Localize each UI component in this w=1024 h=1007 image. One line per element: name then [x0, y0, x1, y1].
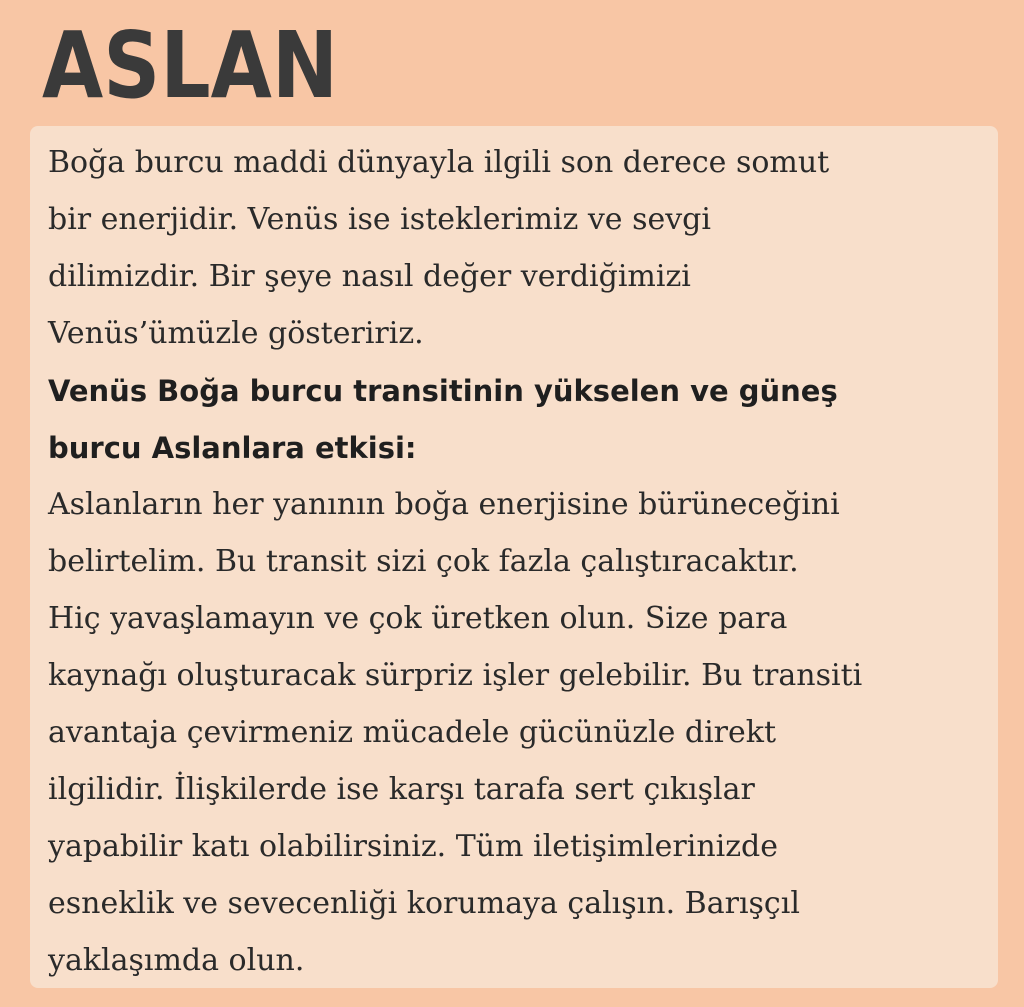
paragraph-line: Venüs’ümüzle gösteririz.: [48, 316, 424, 351]
paragraph-line: belirtelim. Bu transit sizi çok fazla çalıştıracaktır.: [48, 544, 799, 579]
paragraph-line: Hiç yavaşlamayın ve çok üretken olun. Size para: [48, 601, 788, 636]
paragraph-line: dilimizdir. Bir şeye nasıl değer verdiğimizi: [48, 259, 691, 294]
paragraph-line: avantaja çevirmeniz mücadele gücünüzle direkt: [48, 715, 777, 750]
paragraph-line: yaklaşımda olun.: [48, 943, 305, 978]
paragraph-line: yapabilir katı olabilirsiniz. Tüm iletişimlerinizde: [48, 829, 779, 864]
section-heading-line: Venüs Boğa burcu transitinin yükselen ve güneş: [48, 374, 838, 408]
paragraph-line: esneklik ve sevecenliği korumaya çalışın. Barışçıl: [48, 886, 800, 921]
paragraph-line: Aslanların her yanının boğa enerjisine bürüneceğini: [48, 487, 840, 522]
paragraph-line: Boğa burcu maddi dünyayla ilgili son derece somut: [48, 145, 830, 180]
paragraph-line: kaynağı oluşturacak sürpriz işler gelebilir. Bu transiti: [48, 658, 863, 693]
page-title: ASLAN: [42, 12, 339, 119]
section-heading-line: burcu Aslanlara etkisi:: [48, 431, 417, 465]
paragraph-line: bir enerjidir. Venüs ise isteklerimiz ve sevgi: [48, 202, 711, 237]
paragraph-line: ilgilidir. İlişkilerde ise karşı tarafa sert çıkışlar: [48, 772, 755, 807]
text-card: [30, 126, 998, 988]
